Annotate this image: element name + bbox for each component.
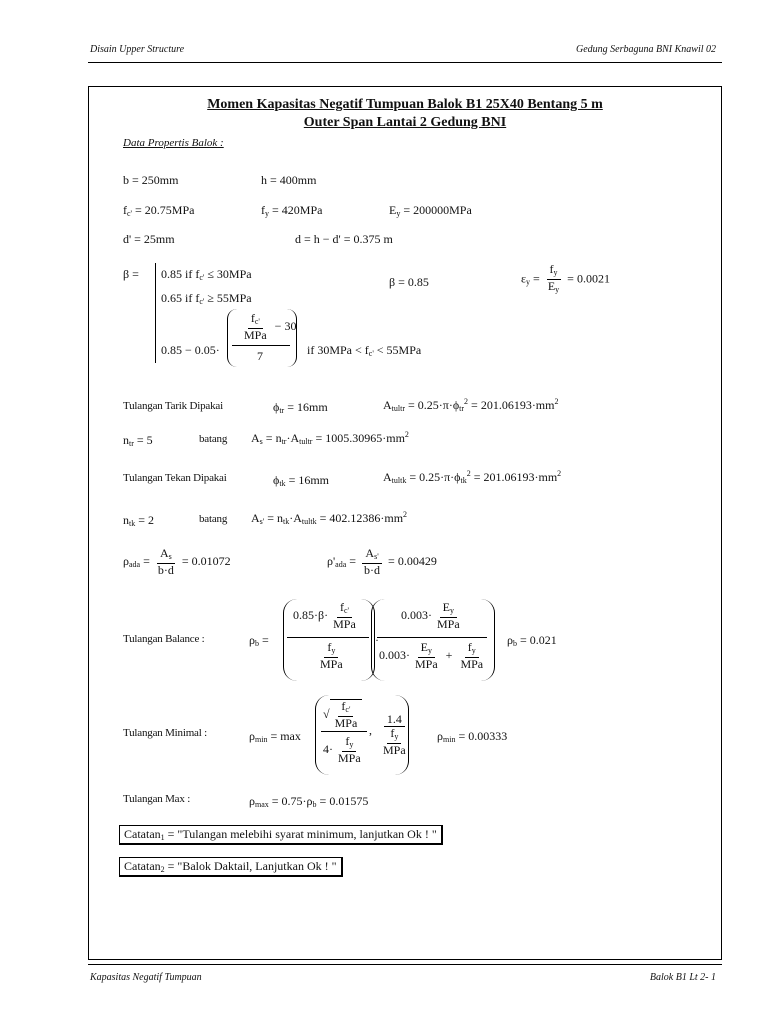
tekan-as: $A_{s'} = n_{tk}\cdot A_{tultk} = 402.12386\cdot mm^2$	[251, 510, 408, 526]
beta-case3-den: 7	[257, 349, 263, 363]
beta-case1: 0.85 if $f_{c'} \le 30MPa$	[161, 267, 252, 282]
note-1: Catatan$_1$ = "Tulangan melebihi syarat minimum, lanjutkan Ok ! "	[119, 825, 443, 845]
prop-d: d = h − d' = 0.375 m	[295, 232, 393, 246]
min-bar-1	[321, 731, 367, 732]
balance-label: Tulangan Balance :	[123, 633, 205, 645]
beta-brace	[155, 263, 156, 363]
tarik-area: $A_{tultr} = 0.25\cdot\pi\cdot\phi_{tr}^2 = 201.06193\cdot mm^2$	[383, 397, 559, 413]
page-title: Momen Kapasitas Negatif Tumpuan Balok B1 25X40 Bentang 5 m	[207, 97, 603, 112]
section-heading: Data Propertis Balok :	[123, 137, 224, 149]
tarik-as: $A_s = n_{tr}\cdot A_{tultr} = 1005.30965\cdot mm^2$	[251, 430, 409, 446]
tarik-batang: batang	[199, 433, 228, 445]
balance-den-left: $\frac{f_y}{\text{MPa}}$	[320, 640, 343, 671]
rho-min-symbol: $\rho_{min} = \max$	[249, 729, 301, 744]
beta-case2: 0.65 if $f_{c'} \ge 55MPa$	[161, 291, 252, 306]
page-subtitle: Outer Span Lantai 2 Gedung BNI	[303, 115, 507, 130]
rho-b-symbol: $\rho_b$ =	[249, 633, 269, 648]
min-comma: ,	[369, 723, 372, 737]
prop-h: h = 400mm	[261, 173, 317, 187]
eps-y: $\varepsilon_y$ = $\frac{f_y}{E_y}$ = 0.0021	[521, 262, 610, 294]
balance-den-right: 0.003· $\frac{E_y}{\text{MPa}}$ + $\frac{f_y}{\text{MPa}}$	[379, 640, 484, 671]
max-label: Tulangan Max :	[123, 793, 191, 805]
beta-symbol: β =	[123, 267, 139, 281]
beta-case3: 0.85 − 0.05·	[161, 343, 220, 357]
beta-case3-cond: if $30MPa < f_{c'} < 55MPa$	[307, 343, 422, 358]
balance-num-right: 0.003· $\frac{E_y}{\text{MPa}}$	[401, 600, 460, 631]
tekan-phi: $\phi_{tk} = 16mm$	[273, 473, 329, 488]
balance-bar-right	[377, 637, 487, 638]
balance-bar-left	[287, 637, 369, 638]
rho-min-result: $\rho_{min} = 0.00333$	[437, 729, 508, 744]
beta-case3-num: $\frac{f_{c'}}{\text{MPa}}$ − 30	[244, 311, 297, 342]
footer-rule	[88, 964, 722, 965]
tarik-label: Tulangan Tarik Dipakai	[123, 400, 223, 412]
header-rule	[88, 62, 722, 63]
note-2: Catatan$_2$ = "Balok Daktail, Lanjutkan Ok ! "	[119, 857, 343, 877]
rho-ada: $\rho_{ada}$ = $\frac{A_s}{b\cdot d}$ = 0.01072	[123, 546, 231, 577]
header-right: Gedung Serbaguna BNI Knawil 02	[576, 44, 716, 55]
tarik-phi: $\phi_{tr} = 16mm$	[273, 400, 328, 415]
balance-dot: ·	[375, 633, 379, 647]
minimal-label: Tulangan Minimal :	[123, 727, 207, 739]
min-den-1: 4· $\frac{f_y}{\text{MPa}}$	[323, 734, 361, 765]
prop-fc: $f_{c'} = 20.75MPa$	[123, 203, 195, 218]
tekan-n: $n_{tk} = 2$	[123, 513, 155, 528]
prop-ey: $E_y = 200000MPa$	[389, 203, 472, 218]
tarik-n: $n_{tr} = 5$	[123, 433, 153, 448]
tekan-batang: batang	[199, 513, 228, 525]
beta-result: β = 0.85	[389, 275, 429, 289]
beta-case3-bar	[232, 345, 290, 346]
min-sqrt: √ $\frac{f_{c'}}{\text{MPa}}$	[323, 699, 362, 730]
prop-dp: d' = 25mm	[123, 232, 175, 246]
prop-fy: $f_y = 420MPa$	[261, 203, 323, 218]
prop-b: b = 250mm	[123, 173, 179, 187]
rho-max: $\rho_{max} = 0.75\cdot\rho_b = 0.01575$	[249, 794, 369, 809]
footer-right: Balok B1 Lt 2- 1	[649, 972, 716, 983]
balance-num-left: 0.85·β· $\frac{f_{c'}}{\text{MPa}}$	[293, 600, 356, 631]
tekan-label: Tulangan Tekan Dipakai	[123, 472, 227, 484]
content-frame	[88, 86, 722, 960]
header-left: Disain Upper Structure	[90, 44, 185, 55]
footer-left: Kapasitas Negatif Tumpuan	[90, 972, 202, 983]
tekan-area: $A_{tultk} = 0.25\cdot\pi\cdot\phi_{tk}^2 = 201.06193\cdot mm^2$	[383, 469, 562, 485]
min-frac-2: $\frac{1.4}{\frac{f_y}{\text{MPa}}}$	[383, 712, 406, 757]
rho-ada-comp: $\rho'_{ada}$ = $\frac{A_{s'}}{b\cdot d}$ = 0.00429	[327, 546, 437, 577]
rho-b-result: $\rho_b = 0.021$	[507, 633, 557, 648]
